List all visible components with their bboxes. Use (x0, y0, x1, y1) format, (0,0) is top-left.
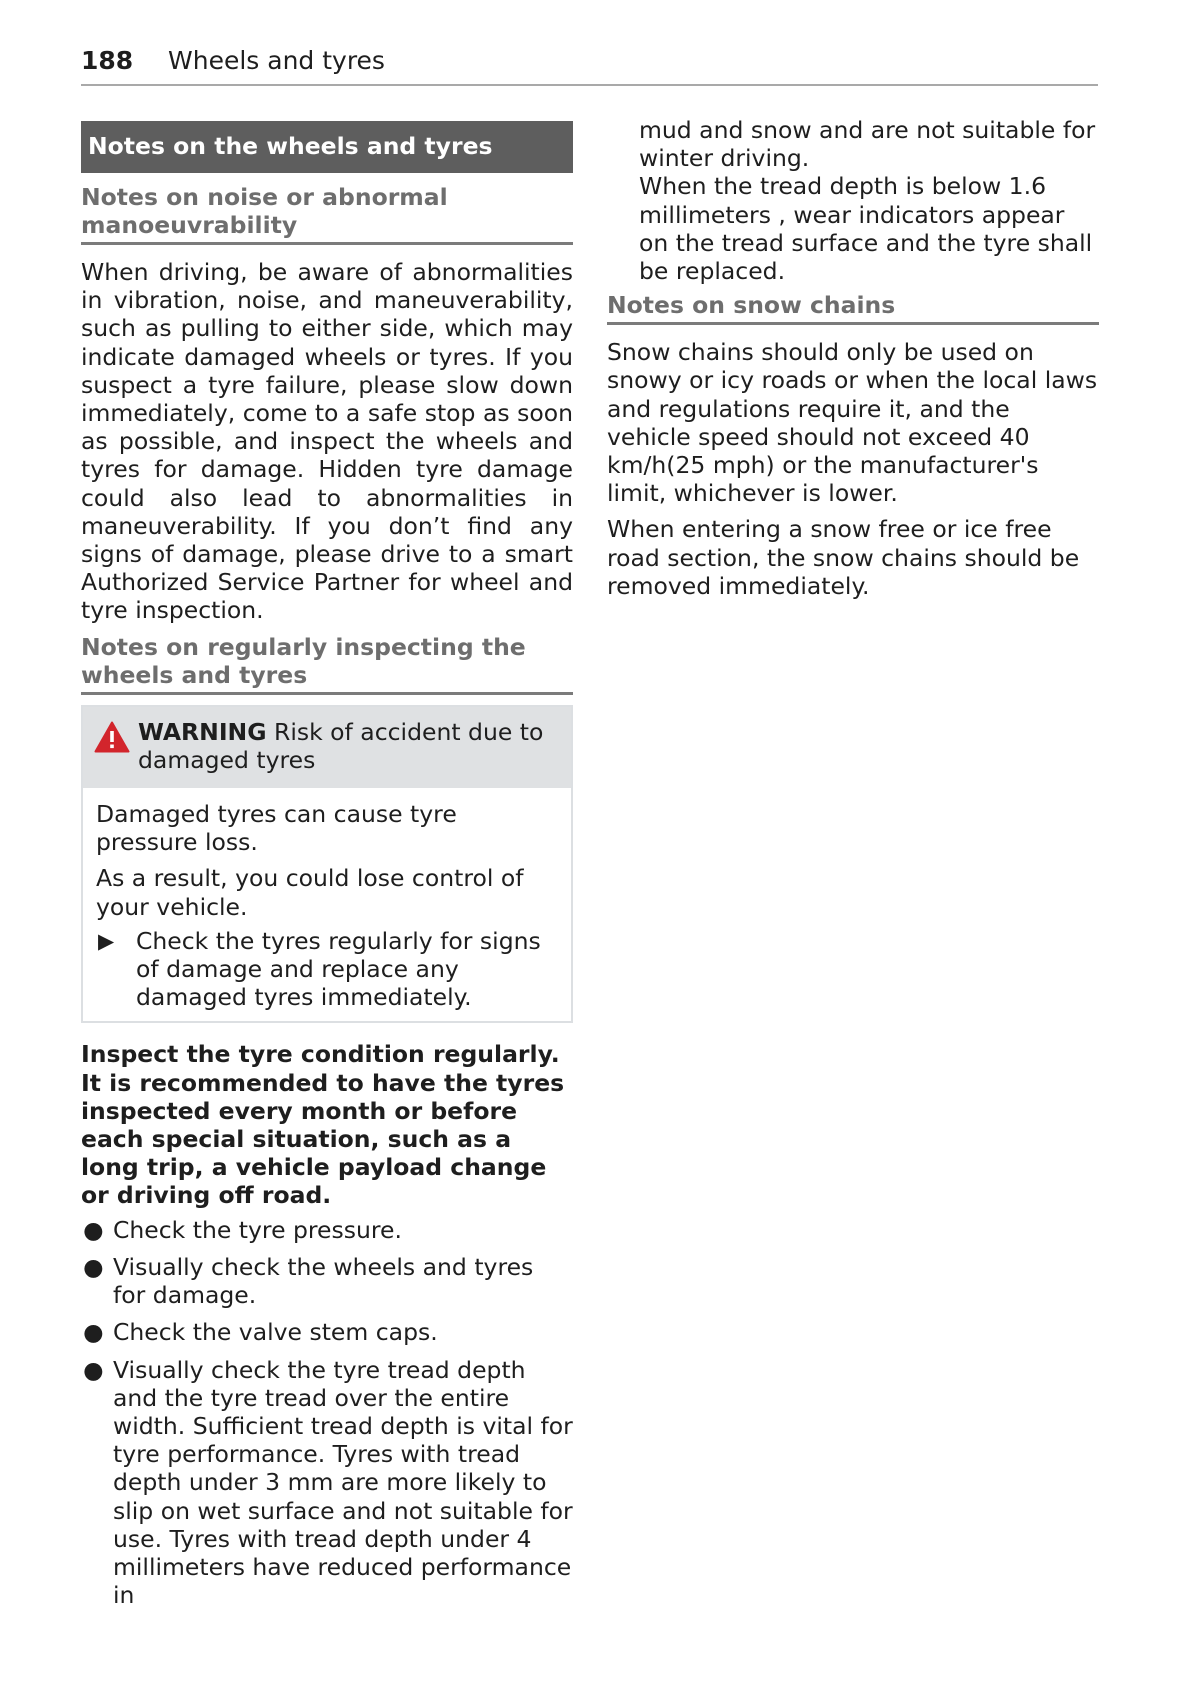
warning-para-2: As a result, you could lose control of your vehicle. (96, 864, 524, 921)
snow-chains-heading: Notes on snow chains (607, 291, 1099, 325)
page-header (81, 40, 1098, 86)
noise-heading: Notes on noise or abnormal manoeuvrability (81, 183, 573, 245)
warning-triangle-icon (94, 721, 130, 753)
list-item: ● Visually check the wheels and tyres for damage. (83, 1252, 534, 1310)
warning-header (83, 707, 571, 788)
list-item: ● Check the valve stem caps. (83, 1318, 438, 1347)
bullet-dot: ● (83, 1252, 104, 1281)
warning-action (96, 927, 559, 1012)
warning-label: WARNING (138, 717, 267, 746)
inspection-recommendation: Inspect the tyre condition regularly. It is recommended to have the tyres inspected every month or before each special situation, such as a long trip, a vehicle payload change or driving off road. (81, 1040, 565, 1210)
bullet-dot: ● (83, 1318, 104, 1347)
warning-action-text: Check the tyres regularly for signs of damage and replace any damaged tyres immediately. (136, 926, 541, 1012)
action-arrow-icon: ▶ (98, 928, 115, 953)
bullet-continuation: mud and snow and are not suitable for winter driving. (639, 116, 1096, 173)
inspection-checklist (81, 1216, 573, 1610)
inspecting-heading: Notes on regularly inspecting the wheels and tyres (81, 633, 573, 695)
bullet-dot: ● (83, 1215, 104, 1244)
bullet-dot: ● (83, 1355, 104, 1384)
warning-body (83, 788, 571, 1021)
chapter-title: Wheels and tyres (168, 46, 385, 75)
snow-chains-para-2: When entering a snow free or ice free road section, the snow chains should be removed immediately. (607, 515, 1080, 600)
page-number: 188 (81, 46, 134, 75)
warning-para-1: Damaged tyres can cause tyre pressure loss. (96, 800, 457, 857)
list-item: ● Visually check the tyre tread depth and the tyre tread over the entire width. Sufficient tread depth is vital for tyre performance. Tyres with tread depth under 3 mm are more likely to slip on wet surface and not suitable for use. Tyres with tread depth under 4 millimeters have reduced performance in (83, 1355, 573, 1610)
tread-indicator-note: When the tread depth is below 1.6 millimeters , wear indicators appear on the tread surface and the tyre shall be replaced. (639, 172, 1093, 286)
section-title: Notes on the wheels and tyres (81, 121, 573, 173)
warning-box (81, 705, 573, 1024)
list-item: ● Check the tyre pressure. (83, 1215, 402, 1244)
warning-title: Risk of accident due to damaged tyres (138, 717, 544, 774)
snow-chains-para-1: Snow chains should only be used on snowy or icy roads or when the local laws and regulations require it, and the vehicle speed should not exceed 40 km/h(25 mph) or the manufacturer's limit, whichever is lower. (607, 338, 1098, 508)
right-column (607, 116, 1099, 600)
left-column (81, 121, 573, 1618)
noise-body: When driving, be aware of abnormalities in vibration, noise, and maneuverability, such as pulling to either side, which may indicate damaged wheels or tyres. If you suspect a tyre failure, please slow down immediately, come to a safe stop as soon as possible, and inspect the wheels and tyres for damage. Hidden tyre damage could also lead to abnormalities in maneuverability. If you don’t find any signs of damage, please drive to a smart Authorized Service Partner for wheel and tyre inspection. (81, 258, 573, 625)
